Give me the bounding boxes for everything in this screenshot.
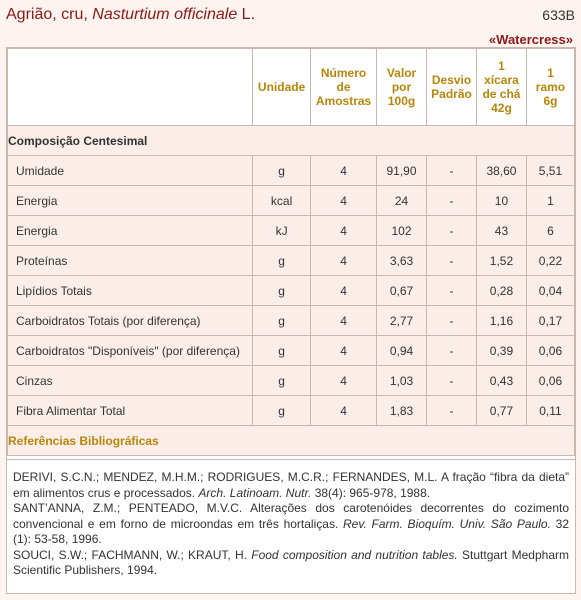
section-title-composition: Composição Centesimal (8, 126, 575, 156)
reference-text: DERIVI, S.C.N.; MENDEZ, M.H.M.; RODRIGUES, M.C.R.; FERNANDES, M.L. A fração “fibra da dieta” em alimentos crus e processados. (13, 470, 569, 500)
column-header-sd: Desvio Padrão (427, 49, 477, 126)
nutrient-name: Carboidratos Totais (por diferença) (8, 306, 253, 336)
nutrient-unit: g (253, 366, 311, 396)
nutrient-per100: 24 (377, 186, 427, 216)
reference-list (7, 460, 575, 579)
nutrient-unit: g (253, 306, 311, 336)
table-row (8, 396, 575, 426)
nutrient-samples: 4 (311, 366, 377, 396)
nutrient-name: Carboidratos "Disponíveis" (por diferença) (8, 336, 253, 366)
column-header-per100: Valor por 100g (377, 49, 427, 126)
food-title-suffix: L. (237, 6, 256, 23)
nutrition-table (7, 48, 575, 456)
nutrient-sd: - (427, 186, 477, 216)
nutrient-samples: 4 (311, 306, 377, 336)
nutrient-sprig: 1 (526, 186, 574, 216)
nutrient-cup: 1,16 (476, 306, 526, 336)
nutrient-sd: - (427, 246, 477, 276)
table-row (8, 366, 575, 396)
nutrient-per100: 102 (377, 216, 427, 246)
section-title-references: Referências Bibliográficas (8, 426, 575, 456)
table-header-row (8, 49, 575, 126)
reference-details: 38(4): 965-978, 1988. (311, 485, 431, 500)
nutrient-unit: kJ (253, 216, 311, 246)
table-row (8, 246, 575, 276)
nutrient-cup: 0,77 (476, 396, 526, 426)
nutrient-sd: - (427, 306, 477, 336)
nutrient-cup: 43 (476, 216, 526, 246)
nutrient-unit: g (253, 246, 311, 276)
nutrient-cup: 0,43 (476, 366, 526, 396)
nutrient-sprig: 0,17 (526, 306, 574, 336)
nutrient-sd: - (427, 156, 477, 186)
nutrient-unit: g (253, 336, 311, 366)
reference-details: 32 (1): 53-58, 1996. (13, 516, 569, 546)
nutrient-name: Umidade (8, 156, 253, 186)
column-header-samples: Número de Amostras (311, 49, 377, 126)
nutrient-cup: 38,60 (476, 156, 526, 186)
nutrient-name: Cinzas (8, 366, 253, 396)
table-row (8, 276, 575, 306)
nutrient-name: Lipídios Totais (8, 276, 253, 306)
section-row-composition (8, 126, 575, 156)
nutrient-name: Energia (8, 216, 253, 246)
nutrient-samples: 4 (311, 396, 377, 426)
reference-entry (13, 470, 569, 501)
reference-text: SANT’ANNA, Z.M.; PENTEADO, M.V.C. Alterações dos carotenóides decorrentes do cozimento convencional e em forno de microondas em três hortaliças. (13, 501, 569, 531)
nutrient-sprig: 0,04 (526, 276, 574, 306)
nutrient-per100: 0,67 (377, 276, 427, 306)
nutrient-sprig: 5,51 (526, 156, 574, 186)
nutrient-sprig: 0,11 (526, 396, 574, 426)
reference-journal: Food composition and nutrition tables. (251, 547, 458, 562)
reference-journal: Rev. Farm. Bioquím. Univ. São Paulo. (343, 516, 551, 531)
nutrient-sprig: 0,06 (526, 366, 574, 396)
nutrient-unit: g (253, 156, 311, 186)
nutrient-unit: g (253, 276, 311, 306)
nutrient-cup: 0,39 (476, 336, 526, 366)
nutrient-sd: - (427, 216, 477, 246)
column-header-sprig: 1 ramo 6g (526, 49, 574, 126)
header-blank-cell (8, 49, 253, 126)
nutrient-cup: 0,28 (476, 276, 526, 306)
nutrient-name: Fibra Alimentar Total (8, 396, 253, 426)
title-row (6, 6, 575, 28)
table-row (8, 336, 575, 366)
nutrient-samples: 4 (311, 246, 377, 276)
nutrient-sprig: 0,22 (526, 246, 574, 276)
nutrient-sprig: 6 (526, 216, 574, 246)
nutrient-name: Proteínas (8, 246, 253, 276)
reference-entry (13, 548, 569, 579)
nutrition-panel (6, 47, 576, 594)
nutrient-samples: 4 (311, 336, 377, 366)
nutrient-per100: 1,03 (377, 366, 427, 396)
nutrient-cup: 10 (476, 186, 526, 216)
nutrient-samples: 4 (311, 156, 377, 186)
nutrient-per100: 91,90 (377, 156, 427, 186)
table-row (8, 216, 575, 246)
english-name: «Watercress» (488, 32, 573, 47)
nutrient-samples: 4 (311, 216, 377, 246)
food-code: 633B (542, 7, 575, 23)
nutrient-unit: kcal (253, 186, 311, 216)
nutrient-per100: 1,83 (377, 396, 427, 426)
food-title (6, 6, 255, 24)
nutrient-per100: 2,77 (377, 306, 427, 336)
reference-journal: Arch. Latinoam. Nutr. (198, 485, 312, 500)
table-row (8, 186, 575, 216)
reference-text: SOUCI, S.W.; FACHMANN, W.; KRAUT, H. (13, 547, 252, 562)
table-row (8, 156, 575, 186)
section-row-references (8, 426, 575, 456)
nutrient-sd: - (427, 396, 477, 426)
nutrient-sd: - (427, 366, 477, 396)
table-row (8, 306, 575, 336)
nutrient-name: Energia (8, 186, 253, 216)
nutrient-sprig: 0,06 (526, 336, 574, 366)
nutrient-sd: - (427, 276, 477, 306)
food-scientific-name: Nasturtium officinale (92, 6, 238, 23)
nutrient-per100: 3,63 (377, 246, 427, 276)
reference-entry (13, 501, 569, 548)
references-block (7, 459, 575, 594)
column-header-cup: 1 xícara de chá 42g (476, 49, 526, 126)
nutrient-unit: g (253, 396, 311, 426)
food-common-name: Agrião, cru, (6, 6, 93, 23)
column-header-unit: Unidade (253, 49, 311, 126)
nutrient-cup: 1,52 (476, 246, 526, 276)
reference-details: Stuttgart Medpharm Scientific Publishers, 1994. (13, 547, 569, 577)
nutrient-per100: 0,94 (377, 336, 427, 366)
nutrient-sd: - (427, 336, 477, 366)
nutrient-samples: 4 (311, 276, 377, 306)
nutrient-samples: 4 (311, 186, 377, 216)
